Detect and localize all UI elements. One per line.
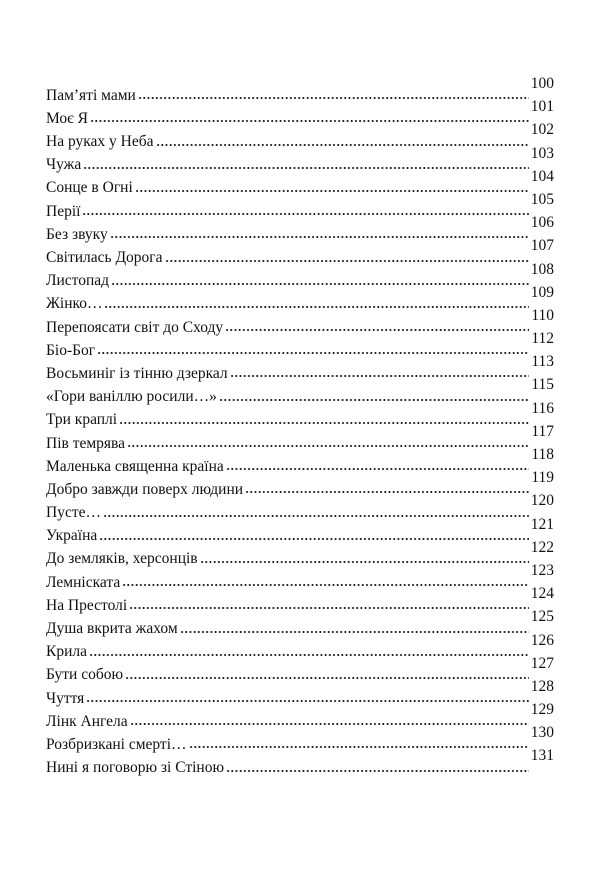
toc-entry: [46, 585, 554, 614]
toc-entry-page-number: 103: [530, 144, 554, 162]
toc-entry-title: Без звуку: [46, 225, 108, 243]
toc-entry-page-number: 113: [531, 353, 554, 371]
toc-entry-title: Лемніската: [46, 573, 121, 591]
dot-leader: [127, 444, 529, 448]
toc-entry-page-number: 100: [530, 75, 554, 92]
toc-entry-title: «Гори ваніллю росили…»: [46, 388, 217, 406]
toc-entry-title: Пам’яті мами: [46, 86, 136, 104]
dot-leader: [226, 769, 529, 773]
toc-entry: [46, 701, 554, 730]
toc-entry: [46, 608, 554, 637]
toc-entry: [46, 469, 554, 498]
toc-entry-page-number: 107: [530, 237, 554, 255]
toc-entry: [46, 492, 554, 522]
toc-entry: [46, 654, 554, 684]
toc-entry-title: Пусте…: [46, 504, 101, 522]
toc-entry-page-number: 117: [531, 422, 554, 440]
toc-entry-page-number: 129: [530, 701, 554, 719]
toc-entry: [46, 561, 554, 591]
toc-entry-title: Нині я поговорю зі Стіною: [46, 759, 225, 777]
dot-leader: [89, 653, 529, 657]
toc-entry-title: Три краплі: [46, 411, 118, 429]
toc-entry-page-number: 109: [530, 283, 554, 301]
dot-leader: [135, 189, 529, 193]
dot-leader: [104, 305, 528, 309]
dot-leader: [226, 467, 530, 471]
toc-entry-title: Чужа: [46, 156, 82, 174]
toc-entry: [46, 353, 554, 382]
toc-entry: [46, 747, 554, 777]
toc-entry-page-number: 104: [530, 167, 554, 185]
dot-leader: [230, 374, 530, 378]
toc-entry: [46, 121, 554, 151]
dot-leader: [83, 166, 529, 170]
dot-leader: [122, 583, 529, 587]
toc-entry-page-number: 122: [530, 538, 554, 556]
toc-entry: [46, 376, 554, 406]
toc-entry-page-number: 105: [530, 190, 554, 208]
toc-entry-title: Моє Я: [46, 109, 89, 127]
toc-entry: [46, 538, 554, 568]
toc-entry: [46, 214, 554, 243]
toc-entry-page-number: 108: [530, 260, 554, 278]
toc-entry-page-number: 110: [531, 306, 554, 324]
toc-entry-title: Україна: [46, 527, 98, 545]
toc-entry-page-number: 116: [531, 399, 554, 417]
toc-entry: [46, 237, 554, 266]
table-of-contents: [46, 75, 554, 777]
toc-entry: [46, 306, 554, 336]
toc-entry-title: Листопад: [46, 272, 110, 290]
toc-entry-page-number: 130: [530, 724, 554, 742]
toc-entry: [46, 515, 554, 545]
toc-entry: [46, 631, 554, 661]
toc-entry-title: Світилась Дорога: [46, 249, 163, 266]
toc-entry-page-number: 101: [530, 98, 554, 116]
toc-entry-title: Добро завжди поверх людини: [46, 480, 244, 498]
toc-entry-title: Пів темрява: [46, 434, 126, 452]
toc-entry: [46, 446, 554, 475]
dot-leader: [245, 490, 529, 494]
toc-entry-page-number: 123: [530, 561, 554, 579]
toc-entry-page-number: 119: [531, 469, 554, 487]
toc-entry-title: Жінко…: [46, 295, 103, 313]
dot-leader: [103, 514, 529, 518]
toc-entry: [46, 283, 554, 313]
toc-entry-page-number: 121: [530, 515, 554, 533]
dot-leader: [99, 537, 528, 541]
toc-entry-page-number: 125: [530, 608, 554, 626]
toc-entry-title: Восьминіг із тінню дзеркал: [46, 364, 228, 382]
toc-entry-title: Розбризкані смерті…: [46, 735, 187, 753]
toc-entry-page-number: 115: [531, 376, 554, 394]
toc-entry-title: Маленька священна країна: [46, 457, 224, 475]
dot-leader: [180, 630, 529, 634]
toc-entry: [46, 190, 554, 220]
toc-entry: [46, 330, 554, 359]
dot-leader: [82, 212, 528, 216]
toc-entry-page-number: 124: [530, 585, 554, 603]
toc-entry: [46, 422, 554, 452]
toc-entry: [46, 260, 554, 290]
toc-entry-title: Бути собою: [46, 666, 124, 684]
dot-leader: [125, 676, 529, 680]
toc-entry-title: Душа вкрита жахом: [46, 620, 178, 637]
dot-leader: [138, 96, 529, 100]
toc-entry-title: Чуття: [46, 689, 85, 707]
toc-entry-page-number: 112: [531, 330, 554, 348]
dot-leader: [189, 745, 529, 749]
toc-entry-title: На Престолі: [46, 596, 128, 614]
toc-entry-title: До земляків, херсонців: [46, 550, 198, 568]
dot-leader: [156, 143, 529, 147]
toc-entry: [46, 399, 554, 429]
toc-entry: [46, 144, 554, 174]
toc-entry: [46, 724, 554, 753]
toc-entry-page-number: 120: [530, 492, 554, 510]
toc-entry-page-number: 126: [530, 631, 554, 649]
dot-leader: [219, 398, 529, 402]
toc-entry-page-number: 102: [530, 121, 554, 139]
dot-leader: [200, 560, 529, 564]
dot-leader: [119, 421, 529, 425]
dot-leader: [97, 351, 529, 355]
toc-entry-title: Сонце в Огні: [46, 179, 133, 197]
toc-entry-page-number: 127: [530, 654, 554, 672]
dot-leader: [86, 699, 528, 703]
toc-entry-title: На руках у Неба: [46, 133, 154, 151]
toc-entry: [46, 75, 554, 104]
toc-entry-page-number: 106: [530, 214, 554, 232]
toc-entry-title: Перії: [46, 202, 81, 220]
toc-entry: [46, 167, 554, 197]
toc-entry-page-number: 128: [530, 677, 554, 695]
toc-entry-page-number: 131: [530, 747, 554, 765]
toc-entry: [46, 98, 554, 127]
toc-entry-title: Біо-Бог: [46, 341, 96, 359]
toc-entry-title: Крила: [46, 643, 87, 661]
toc-entry-page-number: 118: [531, 446, 554, 463]
toc-entry-title: Перепоясати світ до Сходу: [46, 318, 224, 336]
dot-leader: [90, 119, 529, 123]
dot-leader: [225, 328, 529, 332]
dot-leader: [165, 259, 529, 263]
dot-leader: [110, 235, 529, 239]
toc-entry: [46, 677, 554, 707]
toc-entry-title: Лінк Ангела: [46, 712, 128, 730]
dot-leader: [130, 722, 529, 726]
dot-leader: [129, 606, 529, 610]
dot-leader: [111, 282, 529, 286]
